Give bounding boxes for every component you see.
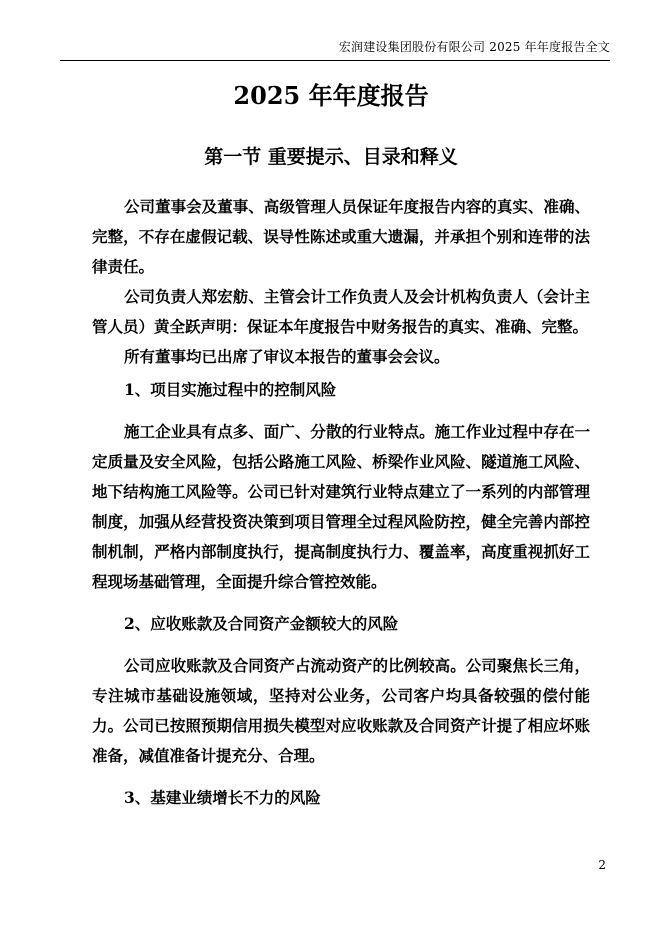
running-header: 宏润建设集团股份有限公司 2025 年年度报告全文 [338,40,610,54]
paragraph-board-statement: 公司董事会及董事、高级管理人员保证年度报告内容的真实、准确、完整，不存在虚假记载、误导性陈述或重大遗漏，并承担个别和连带的法律责任。 [92,197,590,276]
risk-text-2: 公司应收账款及合同资产占流动资产的比例较高。公司聚焦长三角，专注城市基础设施领域，坚持对公业务，公司客户均具备较强的偿付能力。公司已按照预期信用损失模型对应收账款及合同资产计提了相应坏账准备，减值准备计提充分、合理。 [92,656,590,765]
document-body [92,192,590,825]
page-number: 2 [598,858,606,872]
risk-heading-2: 2、应收账款及合同资产金额较大的风险 [124,614,399,633]
paragraph-attendance: 所有董事均已出席了审议本报告的董事会会议。 [124,347,450,366]
section-title: 第一节 重要提示、目录和释义 [204,146,458,168]
report-title: 2025 年年度报告 [233,81,429,110]
risk-text-1: 施工企业具有点多、面广、分散的行业特点。施工作业过程中存在一定质量及安全风险，包括公路施工风险、桥梁作业风险、隧道施工风险、地下结构施工风险等。公司已针对建筑行业特点建立了一系列的内部管理制度，加强从经营投资决策到项目管理全过程风险防控，健全完善内部控制机制，严格内部制度执行，提高制度执行力、覆盖率，高度重视抓好工程现场基础管理，全面提升综合管控效能。 [92,422,590,591]
paragraph-responsible-persons: 公司负责人郑宏舫、主管会计工作负责人及会计机构负责人（会计主管人员）黄全跃声明：保证本年度报告中财务报告的真实、准确、完整。 [92,287,590,336]
risk-heading-1: 1、项目实施过程中的控制风险 [124,380,337,399]
header-divider [60,60,610,61]
risk-heading-3: 3、基建业绩增长不力的风险 [124,788,321,807]
